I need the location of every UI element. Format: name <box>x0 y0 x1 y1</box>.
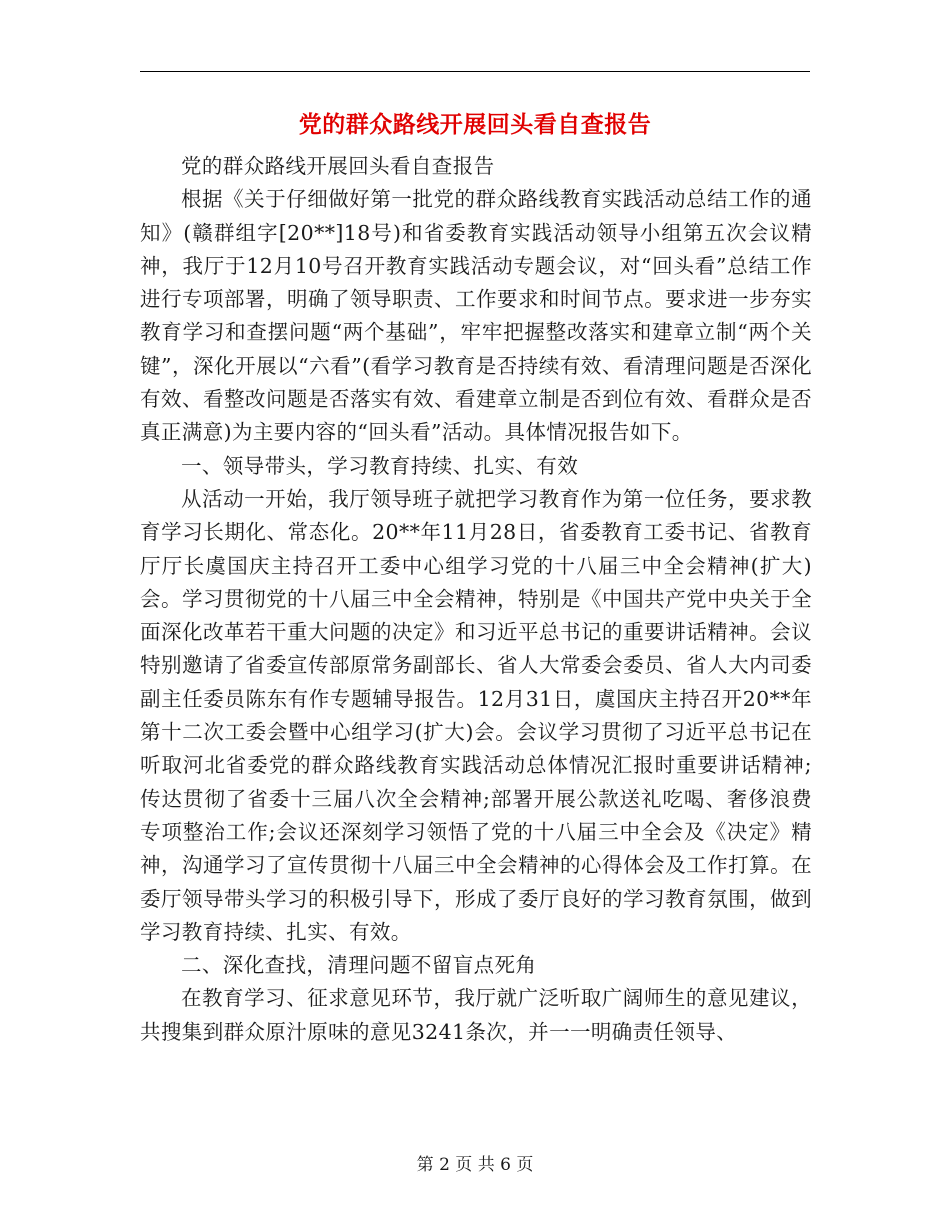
section-1-paragraph: 从活动一开始，我厅领导班子就把学习教育作为第一位任务，要求教育学习长期化、常态化。20**年11月28日，省委教育工委书记、省教育厅厅长虞国庆主持召开工委中心组学习党的十八届三中全会精神(扩大)会。学习贯彻党的十八届三中全会精神，特别是《中国共产党中央关于全面深化改革若干重大问题的决定》和习近平总书记的重要讲话精神。会议特别邀请了省委宣传部原常务副部长、省人大常委会委员、省人大内司委副主任委员陈东有作专题辅导报告。12月31日，虞国庆主持召开20**年第十二次工委会暨中心组学习(扩大)会。会议学习贯彻了习近平总书记在听取河北省委党的群众路线教育实践活动总体情况汇报时重要讲话精神;传达贯彻了省委十三届八次全会精神;部署开展公款送礼吃喝、奢侈浪费专项整治工作;会议还深刻学习领悟了党的十八届三中全会及《决定》精神，沟通学习了宣传贯彻十八届三中全会精神的心得体会及工作打算。在委厅领导带头学习的积极引导下，形成了委厅良好的学习教育氛围，做到学习教育持续、扎实、有效。 <box>140 486 812 944</box>
header-rule <box>140 71 810 72</box>
page-number: 第 2 页 共 6 页 <box>416 1155 534 1175</box>
document-title: 党的群众路线开展回头看自查报告 <box>298 111 652 138</box>
document-body <box>140 150 812 1049</box>
section-2-paragraph: 在教育学习、征求意见环节，我厅就广泛听取广阔师生的意见建议，共搜集到群众原汁原味的意见3241条次，并一一明确责任领导、 <box>140 986 812 1044</box>
section-heading-2: 二、深化查找，清理问题不留盲点死角 <box>181 953 537 978</box>
intro-paragraph: 根据《关于仔细做好第一批党的群众路线教育实践活动总结工作的通知》(赣群组字[20**]18号)和省委教育实践活动领导小组第五次会议精神，我厅于12月10号召开教育实践活动专题会议，对“回头看”总结工作进行专项部署，明确了领导职责、工作要求和时间节点。要求进一步夯实教育学习和查摆问题“两个基础”，牢牢把握整改落实和建章立制“两个关键”，深化开展以“六看”(看学习教育是否持续有效、看清理问题是否深化有效、看整改问题是否落实有效、看建章立制是否到位有效、看群众是否真正满意)为主要内容的“回头看”活动。具体情况报告如下。 <box>140 187 812 445</box>
section-heading-1: 一、领导带头，学习教育持续、扎实、有效 <box>181 453 579 478</box>
subtitle-paragraph: 党的群众路线开展回头看自查报告 <box>181 154 495 178</box>
